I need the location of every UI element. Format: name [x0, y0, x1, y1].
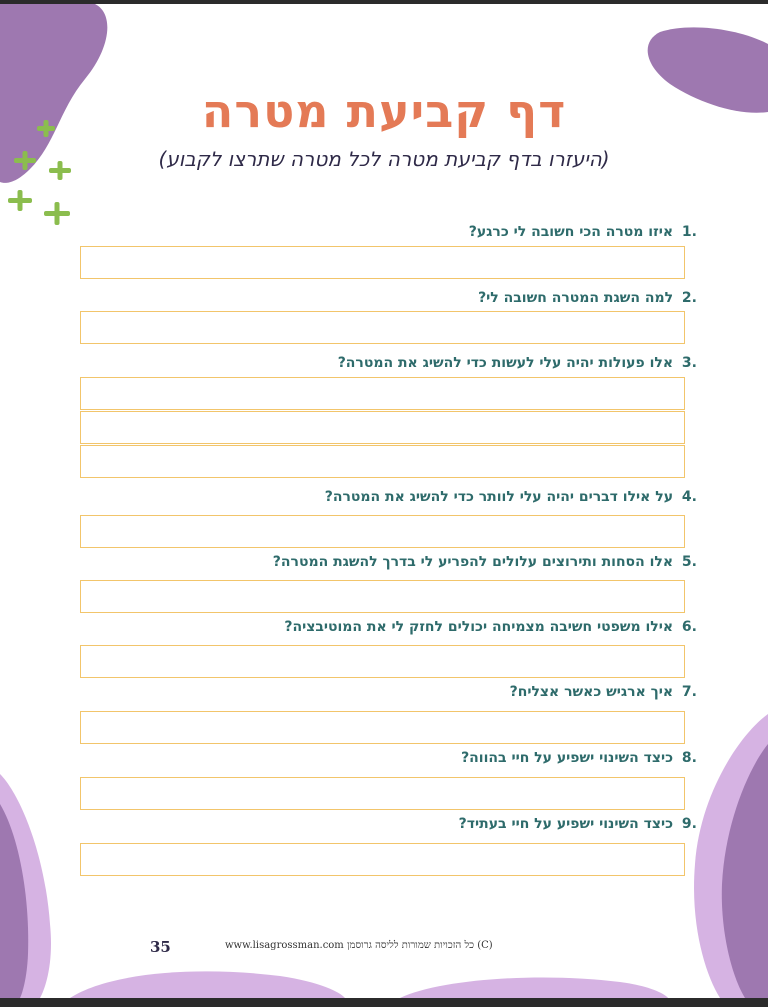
question-text: אלו פעולות יהיה עלי לעשות כדי להשיג את המטרה?	[337, 355, 674, 371]
lilac-bump-bottom-center-right	[400, 977, 668, 998]
question-2	[80, 290, 697, 306]
question-9	[80, 816, 697, 832]
question-3	[80, 355, 697, 371]
answer-box-3b[interactable]	[80, 411, 685, 444]
question-text: למה השגת המטרה חשובה לי?	[478, 290, 674, 306]
question-6	[80, 619, 697, 635]
copyright-notice: www.lisagrossman.com כל הזכויות שמורות לליסה גרוסמן (C)	[225, 940, 493, 951]
answer-box-3c[interactable]	[80, 445, 685, 478]
answer-box-9[interactable]	[80, 843, 685, 876]
answer-box-1[interactable]	[80, 246, 685, 279]
answer-box-6[interactable]	[80, 645, 685, 678]
question-text: איזו מטרה הכי חשובה לי כרגע?	[468, 224, 674, 240]
question-number: .8	[681, 750, 697, 766]
question-number: .1	[681, 224, 697, 240]
question-7	[80, 684, 697, 700]
answer-box-3a[interactable]	[80, 377, 685, 410]
answer-box-5[interactable]	[80, 580, 685, 613]
question-4	[80, 489, 697, 505]
question-number: .4	[681, 489, 697, 505]
question-text: על אילו דברים יהיה עלי לוותר כדי להשיג את המטרה?	[324, 489, 674, 505]
question-5	[80, 554, 697, 570]
answer-box-7[interactable]	[80, 711, 685, 744]
lilac-bump-bottom-center-left	[70, 971, 345, 998]
answer-box-4[interactable]	[80, 515, 685, 548]
question-text: אילו משפטי חשיבה מצמיחה יכולים לחזק לי את המוטיבציה?	[284, 619, 674, 635]
question-text: כיצד השינוי ישפיע על חיי בהווה?	[461, 750, 674, 766]
question-number: .7	[681, 684, 697, 700]
question-text: כיצד השינוי ישפיע על חיי בעתיד?	[458, 816, 674, 832]
question-number: .2	[681, 290, 697, 306]
question-number: .3	[681, 355, 697, 371]
question-8	[80, 750, 697, 766]
question-number: .5	[681, 554, 697, 570]
question-number: .6	[681, 619, 697, 635]
question-text: אלו הסחות ותירוצים עלולים להפריע לי בדרך להשגת המטרה?	[272, 554, 674, 570]
answer-box-8[interactable]	[80, 777, 685, 810]
question-text: איך ארגיש כאשר אצליח?	[509, 684, 674, 700]
page-number: 35	[150, 938, 171, 956]
question-1	[80, 224, 697, 240]
page-title: דף קביעת מטרה	[201, 84, 567, 138]
worksheet-page	[0, 4, 768, 998]
page-subtitle: (היעזרו בדף קביעת מטרה לכל מטרה שתרצו לקבוע)	[158, 147, 610, 171]
answer-box-2[interactable]	[80, 311, 685, 344]
question-number: .9	[681, 816, 697, 832]
